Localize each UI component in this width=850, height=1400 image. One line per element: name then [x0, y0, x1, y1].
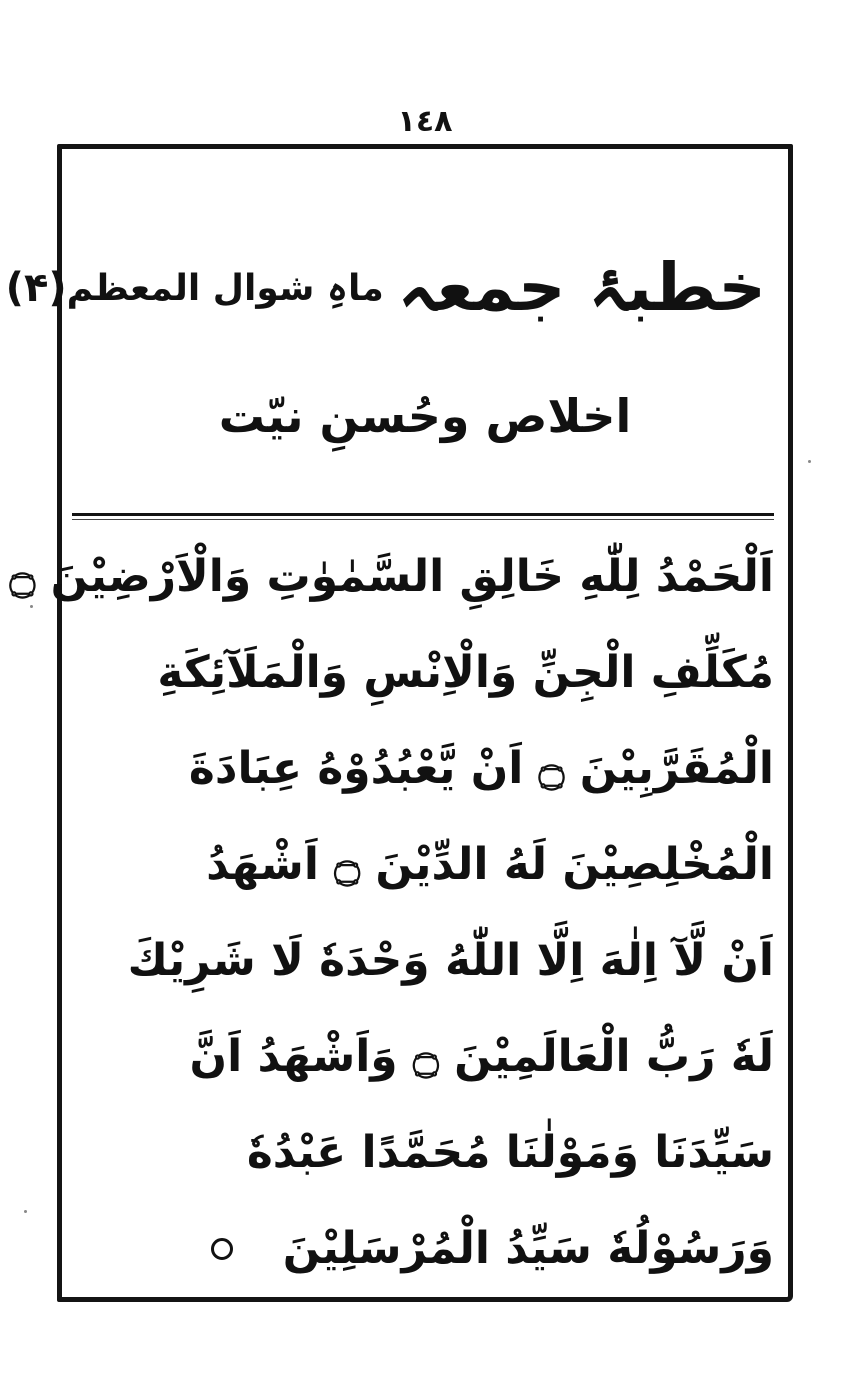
text-line — [76, 625, 774, 721]
sermon-body — [9, 529, 774, 1297]
text-line — [76, 721, 774, 817]
text-line-final — [76, 1201, 774, 1297]
text-line-content: الْمُقَرَّبِيْنَ ۝ اَنْ يَّعْبُدُوْهُ عِبَادَةَ — [188, 743, 774, 794]
verse-end-circle-icon — [211, 1238, 233, 1260]
sermon-subtitle: اخلاص وحُسنِ نیّت — [218, 389, 632, 443]
text-line-content: لَهٗ رَبُّ الْعَالَمِيْنَ ۝ وَاَشْهَدُ اَنَّ — [189, 1031, 774, 1082]
sermon-title: خطبۂ جمعہ — [397, 249, 766, 326]
text-line-content: الْمُخْلِصِيْنَ لَهُ الدِّيْنَ ۝ اَشْهَدُ — [206, 839, 774, 890]
text-line-content: اَلْحَمْدُ لِلّٰهِ خَالِقِ السَّمٰوٰتِ وَالْاَرْضِيْنَ ۝ — [9, 551, 774, 602]
text-line-content: مُكَلِّفِ الْجِنِّ وَالْاِنْسِ وَالْمَلَآئِكَةِ — [157, 647, 774, 698]
text-line — [76, 913, 774, 1009]
text-line — [76, 1105, 774, 1201]
text-line — [9, 529, 774, 625]
text-line — [76, 817, 774, 913]
paper-speck — [24, 1210, 27, 1213]
sermon-sequence-number: (۴) — [5, 265, 67, 311]
text-line-content: اَنْ لَّآ اِلٰهَ اِلَّا اللّٰهُ وَحْدَهٗ لَا شَرِيْكَ — [127, 935, 774, 986]
sermon-month: ماہِ شوال المعظم — [66, 267, 384, 309]
text-line-content: وَرَسُوْلُهٗ سَيِّدُ الْمُرْسَلِيْنَ — [282, 1223, 774, 1274]
header-divider-thin — [72, 519, 774, 520]
page-frame — [5, 144, 793, 1302]
header-divider — [72, 513, 774, 516]
text-line — [76, 1009, 774, 1105]
page-number: ١٤٨ — [397, 104, 453, 139]
paper-speck — [808, 460, 811, 463]
sermon-header — [5, 233, 788, 343]
paper-speck — [30, 605, 33, 608]
text-line-content: سَيِّدَنَا وَمَوْلٰنَا مُحَمَّدًا عَبْدُهٗ — [246, 1127, 774, 1178]
